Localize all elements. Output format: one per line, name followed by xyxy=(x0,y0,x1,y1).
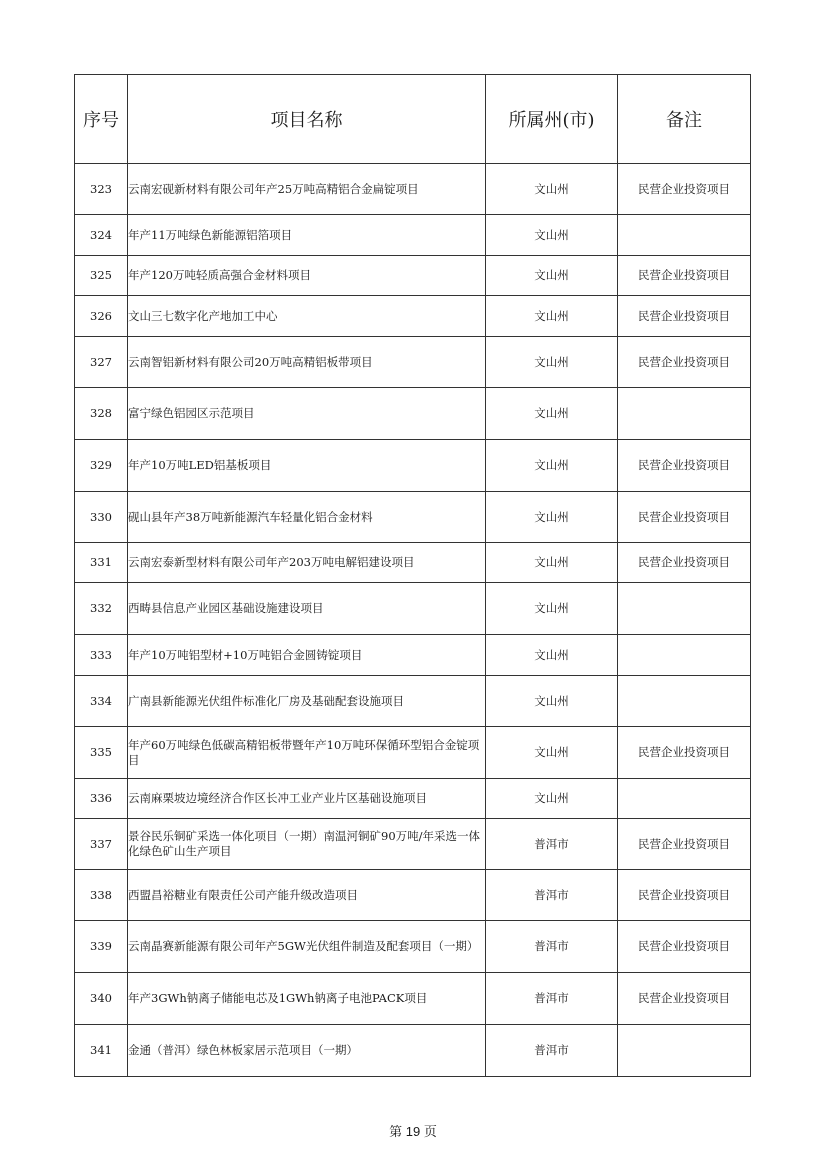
row-number-cell: 340 xyxy=(75,973,128,1025)
header-no: 序号 xyxy=(75,75,128,164)
row-number-cell: 335 xyxy=(75,727,128,779)
city-cell: 文山州 xyxy=(486,492,618,543)
table-row xyxy=(75,921,751,973)
row-number-cell: 338 xyxy=(75,870,128,921)
project-name-cell: 金通（普洱）绿色林板家居示范项目（一期） xyxy=(128,1025,486,1077)
table-row xyxy=(75,727,751,779)
project-name-cell: 广南县新能源光伏组件标准化厂房及基础配套设施项目 xyxy=(128,676,486,727)
city-cell: 文山州 xyxy=(486,583,618,635)
note-cell xyxy=(618,779,751,819)
city-cell: 文山州 xyxy=(486,388,618,440)
row-number-cell: 336 xyxy=(75,779,128,819)
note-cell: 民营企业投资项目 xyxy=(618,256,751,296)
city-cell: 普洱市 xyxy=(486,973,618,1025)
note-cell: 民营企业投资项目 xyxy=(618,296,751,337)
project-name-cell: 文山三七数字化产地加工中心 xyxy=(128,296,486,337)
note-cell: 民营企业投资项目 xyxy=(618,543,751,583)
table-row xyxy=(75,492,751,543)
note-cell: 民营企业投资项目 xyxy=(618,164,751,215)
city-cell: 文山州 xyxy=(486,440,618,492)
table-row xyxy=(75,779,751,819)
table-row xyxy=(75,583,751,635)
row-number-cell: 329 xyxy=(75,440,128,492)
project-name-cell: 西畴县信息产业园区基础设施建设项目 xyxy=(128,583,486,635)
table-row xyxy=(75,676,751,727)
city-cell: 文山州 xyxy=(486,164,618,215)
note-cell xyxy=(618,676,751,727)
note-cell: 民营企业投资项目 xyxy=(618,819,751,870)
row-number-cell: 326 xyxy=(75,296,128,337)
note-cell xyxy=(618,583,751,635)
note-cell: 民营企业投资项目 xyxy=(618,440,751,492)
city-cell: 普洱市 xyxy=(486,819,618,870)
project-name-cell: 年产60万吨绿色低碳高精铝板带暨年产10万吨环保循环型铝合金锭项目 xyxy=(128,727,486,779)
row-number-cell: 333 xyxy=(75,635,128,676)
city-cell: 文山州 xyxy=(486,635,618,676)
city-cell: 文山州 xyxy=(486,337,618,388)
note-cell: 民营企业投资项目 xyxy=(618,337,751,388)
note-cell xyxy=(618,215,751,256)
project-name-cell: 西盟昌裕糖业有限责任公司产能升级改造项目 xyxy=(128,870,486,921)
city-cell: 普洱市 xyxy=(486,870,618,921)
city-cell: 文山州 xyxy=(486,296,618,337)
row-number-cell: 323 xyxy=(75,164,128,215)
table-row xyxy=(75,635,751,676)
header-city: 所属州(市) xyxy=(486,75,618,164)
row-number-cell: 339 xyxy=(75,921,128,973)
table-row xyxy=(75,256,751,296)
row-number-cell: 334 xyxy=(75,676,128,727)
note-cell: 民营企业投资项目 xyxy=(618,870,751,921)
table-header-row xyxy=(75,75,751,164)
table-row xyxy=(75,164,751,215)
table-row xyxy=(75,1025,751,1077)
project-name-cell: 富宁绿色铝园区示范项目 xyxy=(128,388,486,440)
project-name-cell: 云南麻栗坡边境经济合作区长冲工业产业片区基础设施项目 xyxy=(128,779,486,819)
city-cell: 文山州 xyxy=(486,543,618,583)
table-row xyxy=(75,337,751,388)
project-name-cell: 云南宏砚新材料有限公司年产25万吨高精铝合金扁锭项目 xyxy=(128,164,486,215)
table-row xyxy=(75,388,751,440)
table-row xyxy=(75,440,751,492)
row-number-cell: 324 xyxy=(75,215,128,256)
table-row xyxy=(75,870,751,921)
table-row xyxy=(75,973,751,1025)
row-number-cell: 327 xyxy=(75,337,128,388)
row-number-cell: 332 xyxy=(75,583,128,635)
row-number-cell: 325 xyxy=(75,256,128,296)
note-cell: 民营企业投资项目 xyxy=(618,727,751,779)
header-note: 备注 xyxy=(618,75,751,164)
row-number-cell: 337 xyxy=(75,819,128,870)
table-row xyxy=(75,215,751,256)
table-row xyxy=(75,296,751,337)
city-cell: 普洱市 xyxy=(486,1025,618,1077)
project-name-cell: 云南智铝新材料有限公司20万吨高精铝板带项目 xyxy=(128,337,486,388)
note-cell: 民营企业投资项目 xyxy=(618,973,751,1025)
row-number-cell: 328 xyxy=(75,388,128,440)
page-number: 第 19 页 xyxy=(389,1124,437,1139)
project-name-cell: 年产120万吨轻质高强合金材料项目 xyxy=(128,256,486,296)
header-project-name: 项目名称 xyxy=(128,75,486,164)
row-number-cell: 331 xyxy=(75,543,128,583)
project-name-cell: 砚山县年产38万吨新能源汽车轻量化铝合金材料 xyxy=(128,492,486,543)
city-cell: 普洱市 xyxy=(486,921,618,973)
table-row xyxy=(75,543,751,583)
note-cell xyxy=(618,1025,751,1077)
note-cell: 民营企业投资项目 xyxy=(618,492,751,543)
project-name-cell: 云南宏泰新型材料有限公司年产203万吨电解铝建设项目 xyxy=(128,543,486,583)
project-name-cell: 景谷民乐铜矿采选一体化项目（一期）南温河铜矿90万吨/年采选一体化绿色矿山生产项目 xyxy=(128,819,486,870)
note-cell: 民营企业投资项目 xyxy=(618,921,751,973)
row-number-cell: 330 xyxy=(75,492,128,543)
project-name-cell: 年产10万吨LED铝基板项目 xyxy=(128,440,486,492)
city-cell: 文山州 xyxy=(486,676,618,727)
project-name-cell: 年产10万吨铝型材+10万吨铝合金圆铸锭项目 xyxy=(128,635,486,676)
project-name-cell: 年产3GWh钠离子储能电芯及1GWh钠离子电池PACK项目 xyxy=(128,973,486,1025)
city-cell: 文山州 xyxy=(486,256,618,296)
city-cell: 文山州 xyxy=(486,727,618,779)
note-cell xyxy=(618,635,751,676)
note-cell xyxy=(618,388,751,440)
row-number-cell: 341 xyxy=(75,1025,128,1077)
city-cell: 文山州 xyxy=(486,215,618,256)
table-row xyxy=(75,819,751,870)
project-table xyxy=(74,74,751,1077)
project-name-cell: 云南晶赛新能源有限公司年产5GW光伏组件制造及配套项目（一期） xyxy=(128,921,486,973)
project-name-cell: 年产11万吨绿色新能源铝箔项目 xyxy=(128,215,486,256)
city-cell: 文山州 xyxy=(486,779,618,819)
